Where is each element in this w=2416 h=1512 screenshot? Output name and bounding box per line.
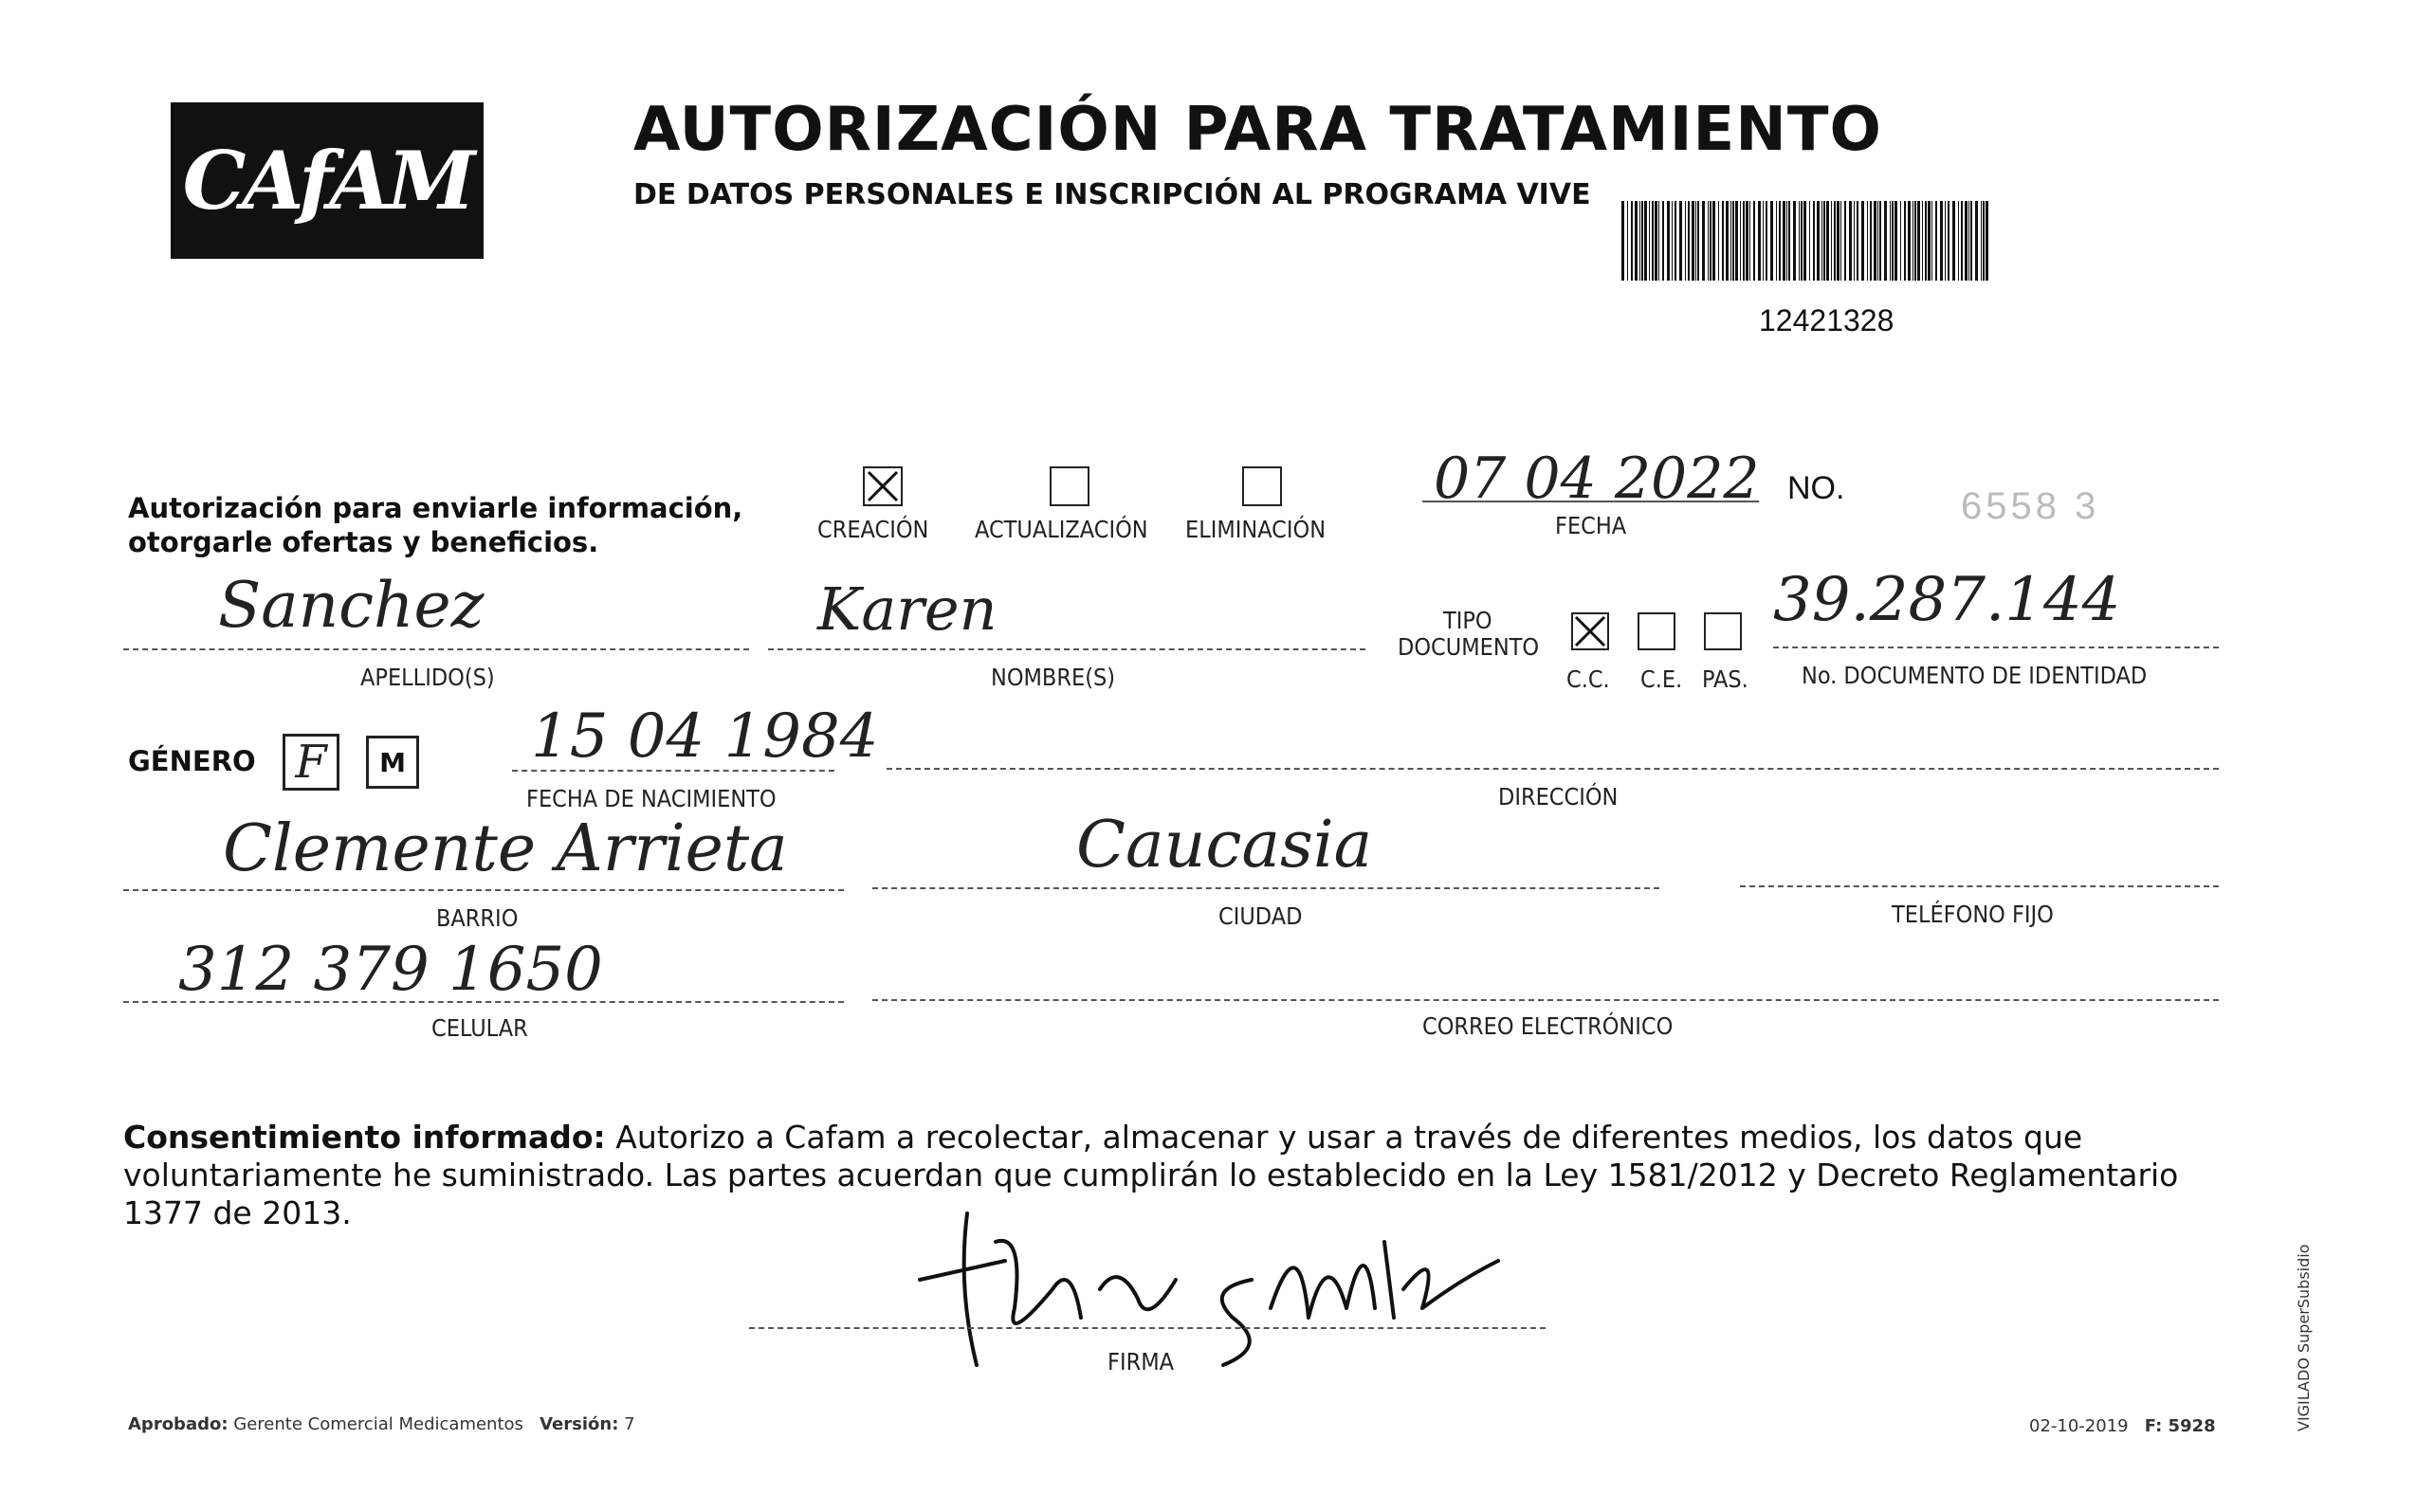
- barcode-bar: [1702, 201, 1705, 281]
- barrio-value[interactable]: Clemente Arrieta: [223, 811, 788, 886]
- telefono-line: [1740, 885, 2219, 887]
- barcode-bar: [1685, 201, 1686, 281]
- barcode-bar: [1641, 201, 1643, 281]
- barcode-bar: [1672, 201, 1673, 281]
- barcode-bar: [1854, 201, 1855, 281]
- barcode-bar: [1948, 201, 1949, 281]
- barcode-bar: [1635, 201, 1638, 281]
- no-value: 6558 3: [1961, 485, 2100, 527]
- nacimiento-label: FECHA DE NACIMIENTO: [526, 785, 777, 812]
- barcode-bar: [1658, 201, 1659, 281]
- barcode-bar: [1730, 201, 1731, 281]
- barcode-bar: [1821, 201, 1822, 281]
- genero-label: GÉNERO: [128, 745, 256, 777]
- form-code: F: 5928: [2144, 1416, 2216, 1436]
- pas-checkbox[interactable]: [1704, 612, 1742, 650]
- consent-lead: Consentimiento informado:: [123, 1119, 606, 1156]
- barcode-bar: [1726, 201, 1729, 281]
- barcode-bar: [1679, 201, 1682, 281]
- genero-f-mark: F: [295, 736, 327, 789]
- barcode-bar: [1697, 201, 1699, 281]
- cc-label: C.C.: [1566, 665, 1610, 693]
- eliminacion-checkbox[interactable]: [1242, 466, 1282, 506]
- barcode-bar: [1823, 201, 1825, 281]
- barcode-bar: [1986, 201, 1988, 281]
- check-mark-icon: [865, 468, 901, 504]
- barcode-bar: [1722, 201, 1724, 281]
- fecha-label: FECHA: [1555, 512, 1627, 539]
- celular-label: CELULAR: [431, 1014, 528, 1042]
- barcode-bar: [1940, 201, 1943, 281]
- barcode-bar: [1817, 201, 1820, 281]
- no-label: NO.: [1787, 470, 1845, 506]
- barcode-bar: [1779, 201, 1781, 281]
- signature-drawing: [891, 1204, 1555, 1375]
- barcode-bar: [1877, 201, 1878, 281]
- authorization-intro-line1: Autorización para enviarle información,: [128, 492, 743, 524]
- nacimiento-line: [512, 770, 834, 772]
- barcode-bar: [1644, 201, 1647, 281]
- barcode-bar: [1975, 201, 1978, 281]
- barcode-bar: [1914, 201, 1916, 281]
- signature-label: FIRMA: [1107, 1348, 1174, 1375]
- barcode-bar: [1870, 201, 1872, 281]
- creacion-label: CREACIÓN: [817, 516, 929, 543]
- ciudad-value[interactable]: Caucasia: [1076, 808, 1373, 883]
- barcode-bar: [1935, 201, 1937, 281]
- barcode-bar: [1652, 201, 1654, 281]
- barcode-bar: [1874, 201, 1876, 281]
- barcode-bar: [1803, 201, 1806, 281]
- barcode-bar: [1746, 201, 1748, 281]
- barcode-bar: [1958, 201, 1959, 281]
- correo-label: CORREO ELECTRÓNICO: [1422, 1012, 1674, 1040]
- footer-approval: [128, 1414, 635, 1434]
- barcode-bar: [1649, 201, 1650, 281]
- barcode-bar: [1743, 201, 1745, 281]
- barcode-bar: [1749, 201, 1750, 281]
- actualizacion-label: ACTUALIZACIÓN: [975, 516, 1148, 543]
- barcode-bar: [1712, 201, 1715, 281]
- document-subtitle: DE DATOS PERSONALES E INSCRIPCIÓN AL PROGRAMA VIVE: [633, 178, 1591, 211]
- document-title: AUTORIZACIÓN PARA TRATAMIENTO: [633, 95, 1882, 165]
- barcode-bar: [1837, 201, 1839, 281]
- barcode-bar: [1631, 201, 1633, 281]
- barcode-bar: [1861, 201, 1864, 281]
- barcode-bar: [1710, 201, 1711, 281]
- nombre-value[interactable]: Karen: [817, 574, 998, 644]
- genero-m-checkbox[interactable]: [366, 736, 419, 789]
- barcode-bar: [1776, 201, 1777, 281]
- barcode-bar: [1894, 201, 1897, 281]
- barcode-bar: [1763, 201, 1764, 281]
- apellido-line: [123, 648, 749, 650]
- date-code: 02-10-2019: [2029, 1416, 2129, 1436]
- barcode-bar: [1708, 201, 1709, 281]
- barcode-bar: [1788, 201, 1790, 281]
- barcode-bar: [1813, 201, 1815, 281]
- barcode-bar: [1692, 201, 1694, 281]
- barcode-bar: [1884, 201, 1887, 281]
- nombre-label: NOMBRE(S): [991, 664, 1116, 691]
- barcode-bar: [1931, 201, 1932, 281]
- barcode-bar: [1695, 201, 1696, 281]
- barcode-bar: [1857, 201, 1858, 281]
- barcode-bar: [1981, 201, 1982, 281]
- fecha-value[interactable]: 07 04 2022: [1434, 446, 1760, 512]
- aprobado-label: Aprobado:: [128, 1414, 229, 1434]
- barcode-bar: [1621, 201, 1624, 281]
- barcode-bar: [1945, 201, 1946, 281]
- barcode-bar: [1735, 201, 1738, 281]
- barcode-bar: [1928, 201, 1931, 281]
- barcode-bar: [1801, 201, 1803, 281]
- barcode-bar: [1840, 201, 1841, 281]
- creacion-checkbox[interactable]: [863, 466, 903, 506]
- barcode-bar: [1965, 201, 1968, 281]
- genero-m-label: M: [379, 746, 406, 778]
- barrio-label: BARRIO: [436, 904, 519, 932]
- barcode-bar: [1968, 201, 1969, 281]
- apellido-value[interactable]: Sanchez: [218, 569, 485, 642]
- ciudad-label: CIUDAD: [1218, 902, 1303, 930]
- barcode-bar: [1655, 201, 1657, 281]
- ciudad-line: [872, 887, 1659, 889]
- barcode-number: 12421328: [1759, 303, 1894, 337]
- barcode-bar: [1758, 201, 1761, 281]
- barcode-bar: [1844, 201, 1846, 281]
- aprobado-value: Gerente Comercial Medicamentos: [233, 1414, 523, 1434]
- version-value: 7: [624, 1414, 635, 1434]
- barcode-bar: [1783, 201, 1785, 281]
- barcode-bar: [1786, 201, 1787, 281]
- telefono-label: TELÉFONO FIJO: [1892, 901, 2054, 928]
- barcode-bar: [1900, 201, 1901, 281]
- consent-text: Autorizo a Cafam a recolectar, almacenar y usar a través de diferentes medios, los datos que voluntariamente he suministrado. Las partes acuerdan que cumplirán lo establecido en la Ley 1581/2012 y Decreto Reglamentario 1377 de 2013.: [123, 1119, 2179, 1231]
- nombre-line: [768, 648, 1365, 650]
- authorization-intro: [128, 491, 742, 559]
- signature-line: [749, 1327, 1546, 1329]
- correo-line: [872, 999, 2219, 1001]
- footer-codes: [2029, 1416, 2216, 1436]
- documento-value[interactable]: 39.287.144: [1773, 565, 2121, 635]
- barcode-bar: [1688, 201, 1690, 281]
- cc-checkbox[interactable]: [1571, 612, 1609, 650]
- barcode-bar: [1831, 201, 1832, 281]
- barcode-bar: [1908, 201, 1911, 281]
- barcode-bar: [1667, 201, 1670, 281]
- barcode-bar: [1809, 201, 1810, 281]
- barrio-line: [123, 889, 844, 891]
- barcode-bar: [1799, 201, 1800, 281]
- celular-value[interactable]: 312 379 1650: [178, 935, 603, 1005]
- barcode-bar: [1970, 201, 1972, 281]
- authorization-intro-line2: otorgarle ofertas y beneficios.: [128, 526, 599, 558]
- barcode-bar: [1925, 201, 1927, 281]
- barcode-bar: [1732, 201, 1734, 281]
- barcode-bar: [1892, 201, 1894, 281]
- barcode-bar: [1793, 201, 1796, 281]
- fecha-line: [1422, 501, 1759, 502]
- barcode-bar: [1952, 201, 1955, 281]
- barcode-bar: [1867, 201, 1868, 281]
- barcode-bar: [1826, 201, 1829, 281]
- tipo-documento-label-2: DOCUMENTO: [1398, 633, 1540, 661]
- celular-line: [123, 1001, 844, 1003]
- check-mark-icon: [1573, 614, 1607, 648]
- tipo-documento-label-1: TIPO: [1443, 607, 1492, 634]
- barcode-bar: [1627, 201, 1628, 281]
- nacimiento-value[interactable]: 15 04 1984: [531, 701, 879, 772]
- barcode-bar: [1879, 201, 1881, 281]
- barcode-bar: [1718, 201, 1719, 281]
- ce-checkbox[interactable]: [1638, 612, 1675, 650]
- barcode: [1621, 201, 1991, 281]
- barcode-bar: [1922, 201, 1923, 281]
- barcode-bar: [1639, 201, 1640, 281]
- barcode-bar: [1983, 201, 1985, 281]
- cafam-logo: CAfAM: [171, 102, 484, 259]
- genero-f-checkbox[interactable]: [283, 734, 339, 791]
- barcode-bar: [1890, 201, 1891, 281]
- actualizacion-checkbox[interactable]: [1050, 466, 1089, 506]
- pas-label: PAS.: [1702, 665, 1748, 693]
- barcode-bar: [1904, 201, 1906, 281]
- barcode-bar: [1766, 201, 1767, 281]
- ce-label: C.E.: [1640, 665, 1683, 693]
- barcode-bar: [1740, 201, 1741, 281]
- barcode-bar: [1917, 201, 1920, 281]
- documento-line: [1773, 647, 2219, 648]
- barcode-bar: [1753, 201, 1755, 281]
- barcode-bar: [1834, 201, 1836, 281]
- version-label: Versión:: [540, 1414, 619, 1434]
- documento-label: No. DOCUMENTO DE IDENTIDAD: [1802, 662, 2148, 689]
- barcode-bar: [1675, 201, 1676, 281]
- direccion-label: DIRECCIÓN: [1498, 783, 1619, 811]
- barcode-bar: [1770, 201, 1773, 281]
- barcode-bar: [1662, 201, 1664, 281]
- vigilado-text: VIGILADO SuperSubsidio: [2295, 1244, 2313, 1431]
- barcode-bar: [1961, 201, 1963, 281]
- eliminacion-label: ELIMINACIÓN: [1185, 516, 1327, 543]
- direccion-line: [887, 768, 2219, 770]
- apellido-label: APELLIDO(S): [360, 664, 495, 691]
- barcode-bar: [1849, 201, 1852, 281]
